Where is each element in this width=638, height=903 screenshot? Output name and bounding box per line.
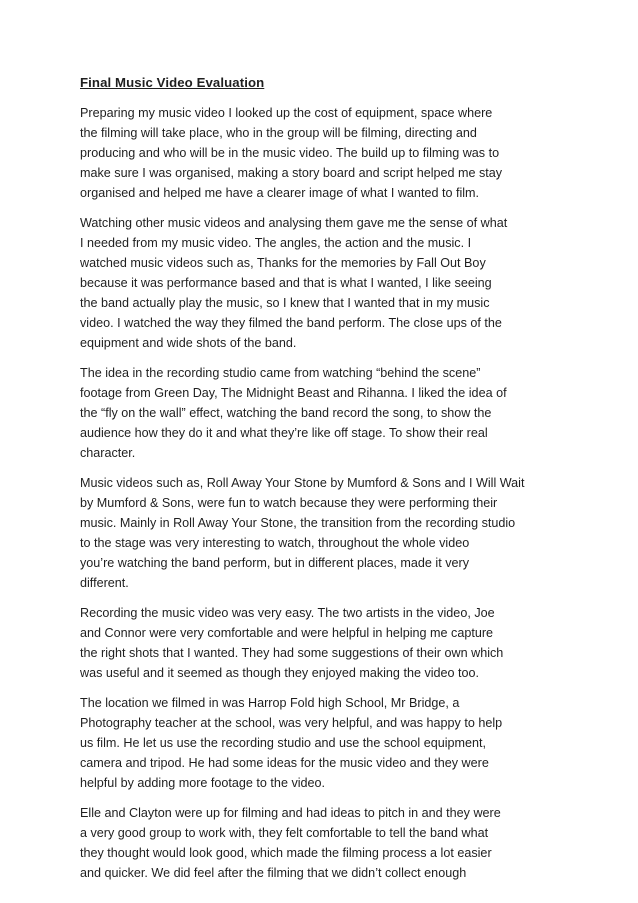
text-line: to the stage was very interesting to watch, throughout the whole video — [80, 536, 470, 550]
text-line: producing and who will be in the music video. The build up to filming was to — [80, 146, 500, 160]
text-line: the “fly on the wall” effect, watching the band record the song, to show the — [80, 406, 492, 420]
text-line: us film. He let us use the recording studio and use the school equipment, — [80, 736, 487, 750]
text-line: different. — [80, 576, 129, 590]
text-line: video. I watched the way they filmed the band perform. The close ups of the — [80, 316, 502, 330]
text-line: equipment and wide shots of the band. — [80, 336, 297, 350]
text-line: was useful and it seemed as though they enjoyed making the video too. — [80, 666, 480, 680]
text-line: Photography teacher at the school, was very helpful, and was happy to help — [80, 716, 503, 730]
text-line: The idea in the recording studio came from watching “behind the scene” — [80, 366, 481, 380]
text-line: and Connor were very comfortable and were helpful in helping me capture — [80, 626, 494, 640]
text-line: music. Mainly in Roll Away Your Stone, the transition from the recording studio — [80, 516, 516, 530]
text-line: the filming will take place, who in the group will be filming, directing and — [80, 126, 477, 140]
text-line: you’re watching the band perform, but in different places, made it very — [80, 556, 469, 570]
text-line: a very good group to work with, they felt comfortable to tell the band what — [80, 826, 489, 840]
document-title: Final Music Video Evaluation — [80, 75, 265, 90]
text-line: organised and helped me have a clearer image of what I wanted to film. — [80, 186, 480, 200]
document-page — [80, 73, 570, 893]
text-line: watched music videos such as, Thanks for the memories by Fall Out Boy — [80, 256, 486, 270]
paragraph — [80, 473, 570, 593]
text-line: footage from Green Day, The Midnight Beast and Rihanna. I liked the idea of — [80, 386, 507, 400]
text-line: they thought would look good, which made the filming process a lot easier — [80, 846, 492, 860]
text-line: helpful by adding more footage to the video. — [80, 776, 326, 790]
text-line: by Mumford & Sons, were fun to watch because they were performing their — [80, 496, 498, 510]
text-line: Recording the music video was very easy. The two artists in the video, Joe — [80, 606, 495, 620]
text-line: I needed from my music video. The angles, the action and the music. I — [80, 236, 472, 250]
text-line: Watching other music videos and analysing them gave me the sense of what — [80, 216, 508, 230]
text-line: character. — [80, 446, 136, 460]
text-line: audience how they do it and what they’re like off stage. To show their real — [80, 426, 488, 440]
text-line: and quicker. We did feel after the filming that we didn’t collect enough — [80, 866, 467, 880]
text-line: camera and tripod. He had some ideas for the music video and they were — [80, 756, 489, 770]
paragraph — [80, 363, 570, 463]
paragraph — [80, 603, 570, 683]
paragraph — [80, 103, 570, 203]
text-line: because it was performance based and that is what I wanted, I like seeing — [80, 276, 492, 290]
text-line: make sure I was organised, making a story board and script helped me stay — [80, 166, 503, 180]
paragraph — [80, 213, 570, 353]
text-line: the band actually play the music, so I knew that I wanted that in my music — [80, 296, 490, 310]
text-line: the right shots that I wanted. They had some suggestions of their own which — [80, 646, 504, 660]
paragraph — [80, 693, 570, 793]
text-line: Preparing my music video I looked up the cost of equipment, space where — [80, 106, 493, 120]
paragraph — [80, 803, 570, 883]
text-line: Elle and Clayton were up for filming and had ideas to pitch in and they were — [80, 806, 501, 820]
text-line: Music videos such as, Roll Away Your Stone by Mumford & Sons and I Will Wait — [80, 476, 525, 490]
document-body — [80, 103, 570, 883]
text-line: The location we filmed in was Harrop Fold high School, Mr Bridge, a — [80, 696, 460, 710]
